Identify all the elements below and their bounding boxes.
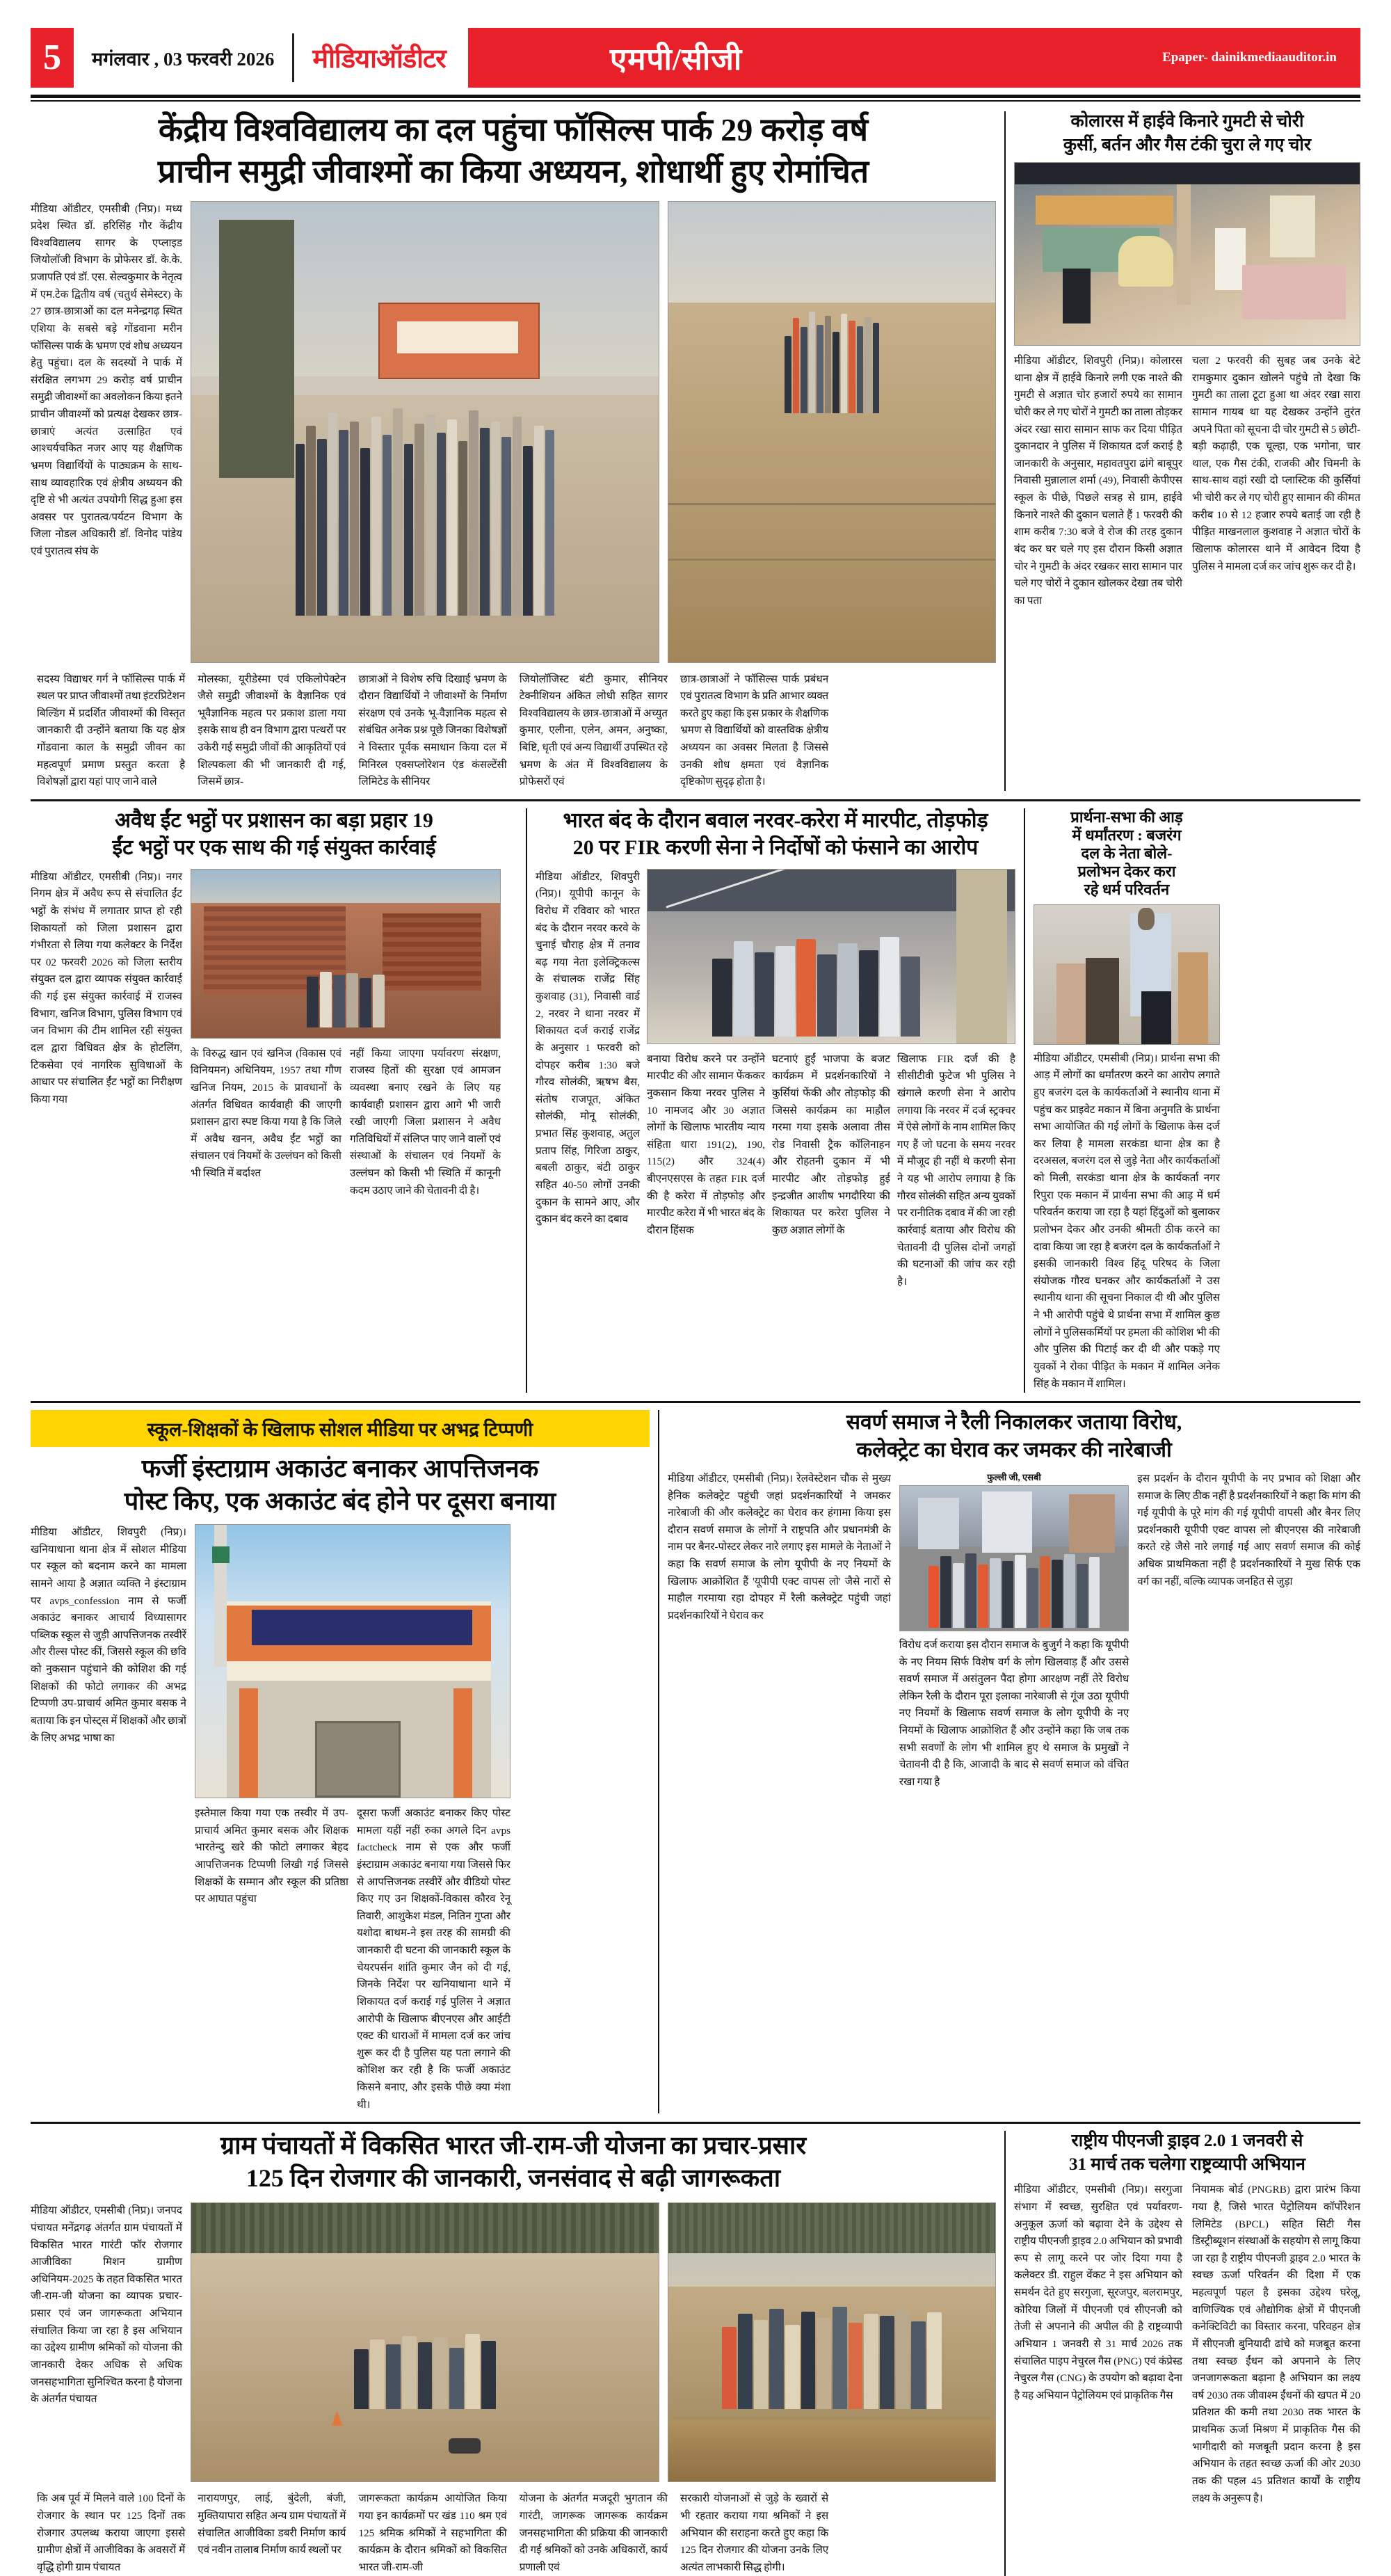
brand-logo: मीडियाऑडीटर [312,45,446,74]
lead-col-5: जियोलॉजिस्ट बंटी कुमार, सीनियर टेक्नीशियन अंकित लोधी सहित सागर विश्वविद्यालय के छात्र-छात्राओं में अच्युत कुमार, एलीना, एलेन, अमन, अनुष्का, बिष्टि, धृती एवं अन्य विद्यार्थी उपस्थित रहे भ्रमण के अंत में विश्वविद्यालय के प्रोफेसरों एवं [519,673,668,788]
village-worksite-photo [191,2202,659,2482]
gram-top-block [31,2202,996,2482]
instagram-photo-wrap [195,1524,510,2113]
row-one-divider [1004,111,1006,791]
prayer-headline-line1: प्रार्थना-सभा की आड़ [1070,808,1183,826]
savarna-headline-line2: कलेक्ट्रेट का घेराव कर जमकर की नारेबाजी [856,1438,1172,1462]
instagram-col-2: इस्तेमाल किया गया एक तस्वीर में उप-प्राचार्य अमित कुमार बसक और शिक्षक भारतेन्दु खरे की फोटो लगाकर बेहद आपत्तिजनक टिप्पणी लिखी गई जिससे शिक्षकों के सम्मान और स्कूल की प्रतिष्ठा पर आघात पहुंचा [195,1807,348,1905]
lead-col-4: छात्राओं ने विशेष रुचि दिखाई भ्रमण के दौरान विद्यार्थियों ने जीवाश्मों के निर्माण संरक्षण एवं उनके भू-वैज्ञानिक महत्व से संबंधित अनेक प्रश्न पूछे जिनका विशेषज्ञों ने विस्तार पूर्वक समाधान किया दल में मिनिरल एक्सप्लोरेशन एंड कंसल्टेंसी लिमिटेड के सीनियर [358,673,507,788]
bandh-lower-columns [647,1051,1015,1291]
prayer-headline-line5: रहे धर्म परिवर्तन [1084,880,1170,898]
publication-date: मगंलवार , 03 फरवरी 2026 [92,48,275,70]
brick-headline-line1: अवैध ईंट भट्ठों पर प्रशासन का बड़ा प्रहार 19 [115,808,433,832]
brick-kiln-story [31,808,517,1393]
row-two-divider-2 [1024,808,1025,1393]
instagram-body [31,1524,650,2113]
bandh-protest-shop-photo [647,869,1015,1044]
png-headline-line2: 31 मार्च तक चलेगा राष्ट्रव्यापी अभियान [1069,2154,1305,2174]
lead-top-block [31,201,996,663]
savarna-rally-collectorate-photo [899,1485,1129,1631]
row-one [31,111,1360,791]
gram-bottom-columns [31,2490,996,2576]
group-photo-fossils-park-entrance [191,201,659,663]
prayer-conversion-story [1034,808,1220,1393]
png-columns [1014,2182,1360,2507]
bandh-headline-line2: 20 पर FIR करणी सेना ने निर्दोषों को फंसाने का आरोप [572,836,979,860]
instagram-col-1: मीडिया ऑडीटर, शिवपुरी (निप्र)। खनियाधाना थाना क्षेत्र में सोशल मीडिया पर स्कूल को बदनाम करने का मामला सामने आया है अज्ञात व्यक्ति ने इंस्टाग्राम पर avps_confession नाम से फर्जी अकाउंट बनाकर आचार्य विध्यासागर पब्लिक स्कूल से जुड़ी आपत्तिजनक तस्वीरें और रील्स पोस्ट कीं, जिससे स्कूल की छवि को नुकसान पहुंचाने की कोशिश की गई शिक्षकों की फोटो लगाकर की अभद्र टिप्पणी उप-प्राचार्य अमित कुमार बसक ने बताया कि इन पोस्ट्स में शिक्षकों और छात्रों के लिए अभद्र भाषा का [31,1526,186,1744]
bandh-photo-wrap [647,869,1015,1291]
bharat-bandh-story [536,808,1015,1393]
khaniyadhana-police-station-photo [195,1524,510,1798]
gram-panchayat-story [31,2131,996,2576]
savarna-col-1: मीडिया ऑडीटर, एमसीबी (निप्र)। रेलवेस्टेशन चौक से मुख्य हेनिक कलेक्ट्रेट पहुंची जहां प्रदर्शनकारियों ने जमकर नारेबाजी की और कलेक्ट्रेट का घेराव कर हंगामा किया इस दौरान सवर्ण समाज के लोगों ने राष्ट्रपति और प्रधानमंत्री के नाम पर बैनर-पोस्टर लेकर नारे लगाए इस मामले के नेताओं ने कहा कि सवर्ण समाज के लोग यूपीपी के नए नियमों के खिलाफ आक्रोशित हैं 'यूपीपी एक्ट वापस लो' जैसे नारों से माहौल गरमाया रहा दोपहर में रैली कलेक्ट्रेट पहुंची जहां प्रदर्शनकारियों ने घेराव कर [668,1472,891,1622]
gram-col-4: जागरूकता कार्यक्रम आयोजित किया गया इन कार्यक्रमों पर खंड 110 श्रम एवं 125 श्रमिक श्रमिकों ने सहभागिता की कार्यक्रम के दौरान श्रमिकों को विकसित भारत जी-राम-जी [358,2493,507,2573]
savarna-body [668,1471,1360,1791]
png-col-2: नियामक बोर्ड (PNGRB) द्वारा प्रारंभ किया गया है, जिसे भारत पेट्रोलियम कॉर्पोरेशन लिमिटेड (BPCL) सहित सिटी गैस डिस्ट्रीब्यूशन संस्थाओं के सहयोग से लागू किया जा रहा है राष्ट्रीय पीएनजी ड्राइव 2.0 भारत के स्वच्छ ऊर्जा परिवर्तन की दिशा में एक महत्वपूर्ण पहल है इसका उद्देश्य घरेलू, वाणिज्यिक एवं औद्योगिक क्षेत्रों में पीएनजी कनेक्टिविटी का विस्तार करना, परिवहन क्षेत्र में सीएनजी बुनियादी ढांचे को मजबूत करना तथा स्वच्छ ईंधन को अपनाने के लिए जनजागरूकता बढ़ाना है अभियान का लक्ष्य वर्ष 2030 तक जीवाश्म ईंधनों की खपत में 20 प्रतिशत की कमी तथा 2030 तक भारत के प्राथमिक ऊर्जा मिश्रण में प्राकृतिक गैस की भागीदारी को मजबूती प्रदान करना है इस अभियान के तहत स्वच्छ ऊर्जा की ओर 2030 तक की पहल 45 प्रतिशत कार्यों के राष्ट्रीय लक्ष्य के अनुरूप है। [1191,2184,1360,2504]
instagram-lower-columns [195,1805,510,2113]
brick-kiln-raid-photo [191,869,501,1039]
cctv-shop-theft-photo [1014,162,1360,346]
bandh-col-1: मीडिया ऑडीटर, शिवपुरी (निप्र)। यूपीपी कानून के विरोध में रविवार को भारत बंद के दौरान नरवर करवे के चुनाई चौराह क्षेत्र में तनाव बढ़ गया नेता इलेक्ट्रिकल्स के संचालक राजेंद्र सिंह कुशवाह (31), निवासी वार्ड 2, नरवर ने थाना नरवर में शिकायत दर्ज कराई राजेंद्र के अनुसार 1 फरवरी को दोपहर करीब 1:30 बजे गौरव सोलंकी, ऋषभ बैस, संतोष राजपूत, अंकित सोलंकी, मोनू सोलंकी, प्रभात सिंह कुशवाह, अतुल प्रताप सिंह, गिरिजा ठाकुर, बबली ठाकुर, बंटी ठाकुर सहित 40-50 लोगों उनकी दुकान के सामने आए, और दुकान बंद करने का दबाव [536,870,640,1226]
row-four [31,2131,1360,2576]
edition-label: एमपी/सीजी [609,42,743,77]
page-number-badge: 5 [31,28,74,88]
theft-story [1014,111,1360,791]
prayer-headline-line2: में धर्मांतरण : बजरंग [1072,826,1182,844]
instagram-headline-line1: फर्जी इंस्टाग्राम अकाउंट बनाकर आपत्तिजनक [141,1455,539,1483]
brick-col-2: के विरुद्ध खान एवं खनिज (विकास एवं विनियमन) अधिनियम, 1957 तथा गौण खनिज नियम, 2015 के प्रावधानों के अंतर्गत विधिवत कार्यवाही की जाएगी प्रशासन द्वारा स्पष्ट किया गया है कि जिले में अवैध खनन, अवैध ईंट भट्ठों का संचालन एवं नियमों के उल्लंघन को किसी भी स्थिति में बर्दाश्त [191,1047,341,1180]
lead-col-3: मोलस्का, यूरीडेस्मा एवं एकिलोपेक्टेन जैसे समुद्री जीवाश्मों के वैज्ञानिक एवं भूवैज्ञानिक महत्व पर प्रकाश डाला गया इसके साथ ही वन विभाग द्वारा पत्थरों पर उकेरी गई समुद्री जीवों की आकृतियों एवं शिल्पकला की भी जानकारी दी गई, जिसमें छात्र- [198,673,346,788]
instagram-col-4 [519,1524,641,2113]
row-three-bottom-rule [31,2122,1360,2124]
gram-col-7 [835,2490,996,2576]
instagram-story [31,1410,650,2113]
bandh-col-4: खिलाफ FIR दर्ज की है सीसीटीवी फुटेज भी पुलिस ने खंगाले करणी सेना ने आरोप लगाया कि नरवर में दर्ज स्ट्रक्चर में ऐसे लोगों के नाम शामिल किए गए हैं जो घटना के समय नरवर में मौजूद ही नहीं थे करणी सेना ने यह भी आरोप लगाया है कि गौरव सोलंकी सहित अन्य युवकों पर रानीतिक दबाव में की जा रही कार्रवाई बताया और विरोध की चेतावनी दी पुलिस दोनों जगहों की घटनाओं की जांच कर रही है। [897,1053,1015,1288]
savarna-col-3-wrap [1137,1471,1360,1791]
lead-bottom-columns [31,671,996,791]
lead-headline-line1: केंद्रीय विश्वविद्यालय का दल पहुंचा फॉसिल्स पार्क 29 करोड़ वर्ष [158,112,869,147]
theft-col-1: मीडिया ऑडीटर, शिवपुरी (निप्र)। कोलारस थाना क्षेत्र में हाईवे किनारे लगी एक नाश्ते की गुमटी से अज्ञात चोर हजारों रुपये का सामान चोरी कर ले गए चोरों ने गुमटी का ताला तोड़कर अंदर रखा सारा सामान साफ कर दिया पीड़ित दुकानदार ने पुलिस में शिकायत दर्ज कराई है जानकारी के अनुसार, महावतपुरा ढांगे बाबूपुर निवासी मुन्नालाल शर्मा (49), निवासी केपीएस स्कूल के पीछे, पिछले सत्रह से ग्राम, हाईवे किनारे नाश्ते की दुकान चलाते हैं 1 फरवरी की शाम करीब 7:30 बजे वे रोज की तरह दुकान बंद कर घर चले गए इस दौरान किसी अज्ञात चोर ने गुमटी के अंदर रखकर सारा सामान पार चले गए चोरों ने दुकान खोलकर देखा तब चोरी का पता [1013,355,1182,607]
bandh-body [536,869,1015,1291]
bandh-col-2: बनाया विरोध करने पर उन्होंने मारपीट की और सामान फेंककर नुकसान किया नरवर पुलिस ने 10 नामजद और 30 अज्ञात लोगों के खिलाफ भारतीय न्याय संहिता धारा 191(2), 190, 115(2) और 324(4) बीएनएसएस के तहत FIR दर्ज की है करेरा में तोड़फोड़ और मारपीट करेरा में भी भारत बंद के दौरान हिंसक [647,1053,765,1236]
brick-col-3: नहीं किया जाएगा पर्यावरण संरक्षण, राजस्व हितों की सुरक्षा एवं आमजन व्यवस्था बनाए रखने के लिए यह कार्यवाही प्रशासन द्वारा आगे भी जारी रखी जाएगी जिला प्रशासन ने अवैध गतिविधियों में संलिप्त पाए जाने वालों एवं संस्थाओं के संचालन एवं नियमों के उल्लंघन को किसी भी स्थिति में कानूनी कदम उठाए जाने की चेतावनी दी है। [350,1047,501,1197]
prayer-headline-line3: दल के नेता बोले- [1081,844,1173,862]
instagram-headline-line2: पोस्ट किए, एक अकाउंट बंद होने पर दूसरा बनाया [124,1487,556,1515]
gram-col-3: नारायणपुर, लाई, बुंदेली, बंजी, मुक्तियापारा सहित अन्य ग्राम पंचायतों में संचालित आजीविका डबरी निर्माण कार्य एवं नवीन तालाब निर्माण कार्य स्थलों पर [198,2493,346,2557]
lead-col-6: छात्र-छात्राओं ने फॉसिल्स पार्क प्रबंधन एवं पुरातत्व विभाग के प्रति आभार व्यक्त करते हुए कहा कि इस प्रकार के शैक्षणिक भ्रमण से विद्यार्थियों को वास्तविक क्षेत्रीय अध्ययन का अवसर मिलता है जिससे उनकी शोध क्षमता एवं वैज्ञानिक दृष्टिकोण सुदृढ़ होता है। [680,673,829,788]
brick-headline-line2: ईंट भट्ठों पर एक साथ की गई संयुक्त कार्रवाई [112,836,436,860]
bajrang-dal-protest-photo [1034,904,1220,1045]
png-col-1: मीडिया ऑडीटर, एमसीबी (निप्र)। सरगुजा संभाग में स्वच्छ, सुरक्षित एवं पर्यावरण-अनुकूल ऊर्जा को बढ़ावा देने के उद्देश्य से राष्ट्रीय पीएनजी ड्राइव 2.0 अभियान को प्रभावी रूप से लागू करने पर जोर दिया गया है कलेक्टर डी. राहुल वेंकट ने इस अभियान को समर्थन देते हुए सरगुजा, सूरजपुर, बलरामपुर, कोरिया जिलों में पीएनजी एवं सीएनजी को तेजी से अपनाने की अपील की है राष्ट्रव्यापी अभियान 1 जनवरी से 31 मार्च 2026 तक संचालित पाइप नेचुरल गैस (PNG) एवं कंप्रेस्ड नेचुरल गैस (CNG) के उपयोग को बढ़ावा देना है यह अभियान पेट्रोलियम एवं प्राकृतिक गैस [1013,2184,1182,2401]
row-three [31,1410,1360,2113]
brick-body [31,869,517,1200]
edition-bar [468,28,1360,88]
lead-col-7 [835,671,996,791]
gram-col-2: कि अब पूर्व में मिलने वाले 100 दिनों के रोजगार के स्थान पर 125 दिनों तक रोजगार उपलब्ध कराया जाएगा इससे ग्रामीण क्षेत्रों में आजीविका के अवसरों में वृद्धि होगी ग्राम पंचायत [37,2493,186,2573]
savarna-photo-wrap [899,1471,1129,1791]
brick-photo-wrap [191,869,501,1200]
gram-headline-line1: ग्राम पंचायतों में विकसित भारत जी-राम-जी योजना का प्रचार-प्रसार [220,2131,807,2160]
row-two [31,808,1360,1393]
lead-col-2: सदस्य विद्याधर गर्ग ने फॉसिल्स पार्क में स्थल पर प्राप्त जीवाश्मों तथा इंटरप्रिटेशन बिल्डिंग में प्रदर्शित जीवाश्मों की विस्तृत जानकारी दी उन्होंने बताया कि यह क्षेत्र गोंडवाना काल के समुद्री जीवन का महत्वपूर्ण प्रमाण प्रस्तुत करता है विशेषज्ञों द्वारा यहां पाए जाने वाले [37,673,186,788]
brick-lower-columns [191,1046,501,1200]
bandh-col-3: घटनाएं हुईं भाजपा के बजट कार्यक्रम में प्रदर्शनकारियों ने कुर्सियां फेंकी और तोड़फोड़ की जिससे कार्यक्रम का माहौल गरमा गया इसके अलावा तीस रोड निवासी ट्रैक कॉलिनाहन और रोहतनी दुकान में भी मारपीट और तोड़फोड़ हुई इन्द्रजीत आशीष भगदौरिया की शिकायत पर करेरा पुलिस ने कुछ अज्ञात लोगों के [772,1053,890,1236]
brick-col-1: मीडिया ऑडीटर, एमसीबी (निप्र)। नगर निगम क्षेत्र में अवैध रूप से संचालित ईंट भट्ठों के संभंध में लगातार प्राप्त हो रही शिकायतों को जिला प्रशासन द्वारा गंभीरता से लिया गया कलेक्टर के निर्देश पर 02 फरवरी 2026 को जिला स्तरीय संयुक्त दल द्वारा व्यापक संयुक्त कार्रवाई की गई इस संयुक्त कार्रवाई में राजस्व विभाग, खनिज विभाग, पुलिस विभाग एवं जन विभाग की टीम शामिल रही संयुक्त दल द्वारा विधिवत क्षेत्र के होटलिंग, टिकसेवा एवं नागरिक सुविधाओं के आधार पर संचालित ईंट भट्ठों का निरीक्षण किया गया [31,870,182,1105]
row-four-divider [1004,2131,1006,2576]
village-workers-group-photo [668,2202,996,2482]
savarna-photo-label: फुल्ली जी, एसबी [987,1471,1041,1482]
masthead [31,28,1360,88]
theft-headline-line1: कोलारस में हाईवे किनारे गुमटी से चोरी [1070,112,1304,131]
gram-headline-line2: 125 दिन रोजगार की जानकारी, जनसंवाद से बढ़ी जागरूकता [246,2163,781,2192]
theft-col-2: चला 2 फरवरी की सुबह जब उनके बेटे रामकुमार दुकान खोलने पहुंचे तो देखा कि गुमटी का ताला टूटा हुआ था अंदर रखा सारा सामान गायब था यह देखकर उन्होंने तुरंत अपने पिता को सूचना दी चोर गुमटी से 5 छोटी-बड़ी कढ़ाही, एक चूल्हा, एक भगोना, चार थाल, एक गैस टंकी, राजकी और चिमनी के साथ-साथ वहां रखी दो प्लास्टिक की कुर्सियां भी चोरी कर ले गए चोरी हुए सामान की कीमत करीब 10 से 12 हजार रुपये बताई जा रही है पीड़ित माखनलाल कुशवाह ने अज्ञात चोरों के खिलाफ कोलारस थाने में आवेदन दिया है पुलिस ने मामला दर्ज कर जांच शुरू कर दी है। [1191,355,1360,573]
png-drive-story [1014,2131,1360,2576]
masthead-rule-thick [31,95,1360,98]
theft-columns [1014,353,1360,609]
row-one-bottom-rule [31,799,1360,801]
savarna-headline-line1: सवर्ण समाज ने रैली निकालकर जताया विरोध, [846,1411,1182,1434]
row-three-divider [658,1410,659,2113]
instagram-col-3: दूसरा फर्जी अकाउंट बनाकर किए पोस्ट मामला यहीं नहीं रुका अगले दिन avps factcheck नाम से एक और फर्जी इंस्टाग्राम अकाउंट बनाया गया जिससे फिर से आपत्तिजनक तस्वीरें और वीडियो पोस्ट किए गए उन शिक्षकों-विकास कौरव रेनू तिवारी, आशुकेश मंडल, नितिन गुप्ता और यशोदा बाथम-ने इस तरह की सामग्री की जानकारी दी घटना की जानकारी स्कूल के चेयरपर्सन शांति कुमार जैन को दी गई, जिनके निर्देश पर खनियाधाना थाने में शिकायत दर्ज कराई गई पुलिस ने अज्ञात आरोपी के खिलाफ बीएनएस और आईटी एक्ट की धाराओं में मामला दर्ज कर जांच शुरू कर दी है पुलिस यह पता लगाने की कोशिश कर रही है कि फर्जी अकाउंट किसने बनाए, और इसके पीछे क्या मंशा थी। [357,1807,510,2111]
gram-col-1: मीडिया ऑडीटर, एमसीबी (निप्र)। जनपद पंचायत मनेंद्रगढ़ अंतर्गत ग्राम पंचायतों में विकसित भारत गारंटी फॉर रोजगार आजीविका मिशन ग्रामीण अधिनियम-2025 के तहत विकसित भारत जी-राम-जी योजना का व्यापक प्रचार-प्रसार एवं जन जागरूकता अभियान संचालित किया जा रहा है इस अभियान का उद्देश्य ग्रामीण श्रमिकों को योजना की जानकारी देकर अधिक से अधिक जनसहभागिता सुनिश्चित करना है योजना के अंतर्गत पंचायत [31,2205,182,2406]
row-two-divider-1 [526,808,527,1393]
gram-col-5: योजना के अंतर्गत मजदूरी भुगतान की गारंटी, जागरूक जागरूक कार्यक्रम जनसहभागिता की प्रक्रिया की जानकारी दी गई श्रमिकों को उनके अधिकारों, कार्य प्रणाली एवं [519,2493,668,2573]
lead-story [31,111,996,791]
savarna-col-2: विरोध दर्ज कराया इस दौरान समाज के बुजुर्ग ने कहा कि यूपीपी के नए नियम सिर्फ विशेष वर्ग के लोग खिलवाड़ हैं और उससे सवर्ण समाज में असंतुलन पैदा होगा आरक्षण नहीं तेरे विरोध लेकिन रैली के दौरान पूरा इलाका नारेबाजी से गूंज उठा यूपीपी नए नियमों के खिलाफ सवर्ण समाज के लोग यूपीपी के नए नियमों के खिलाफ आक्रोशित हैं और उन्होंने कहा कि जब तक सभी सवर्णों के लोग भी शामिल हुए थे समाज के प्रमुखों ने चेतावनी दी है कि, आजादी के बाद से सवर्ण समाज को वंचित रखा गया है [899,1638,1129,1788]
lead-col-1: मीडिया ऑडीटर, एमसीबी (निप्र)। मध्य प्रदेश स्थित डॉ. हरिसिंह गौर केंद्रीय विश्वविद्यालय सागर के एप्लाइड जियोलॉजी विभाग के प्रोफेसर डॉ. के.के. प्रजापति एवं डॉ. एस. सेल्वकुमार के नेतृत्व में एम.टेक द्वितीय वर्ष (चतुर्थ सेमेस्टर) के 27 छात्र-छात्राओं का दल मनेन्द्रगढ़ स्थित एशिया के सबसे बड़े गोंडवाना मरीन फॉसिल्स पार्क के भ्रमण एवं शोध अध्ययन हेतु पहुंचा। दल के सदस्यों ने पार्क में संरक्षित लगभग 29 करोड़ वर्ष प्राचीन समुद्री जीवाश्मों का अवलोकन किया इतने प्राचीन जीवाश्मों को प्रत्यक्ष देखकर छात्र-छात्राएं अत्यंत उत्साहित एवं आश्चर्यचकित नजर आए यह शैक्षणिक भ्रमण विद्यार्थियों के पाठ्यक्रम के साथ-साथ व्यावहारिक एवं क्षेत्रीय अध्ययन की दृष्टि से भी अत्यंत उपयोगी सिद्ध हुआ इस अवसर पर पुरातत्व/पर्यटन विभाग के जिला नोडल अधिकारी डॉ. विनोद पांडेय एवं पुरातत्व संघ के [31,202,182,558]
epaper-url[interactable]: Epaper- dainikmediaauditor.in [1162,50,1337,65]
theft-headline-line2: कुर्सी, बर्तन और गैस टंकी चुरा ले गए चोर [1063,135,1312,154]
png-headline-line1: राष्ट्रीय पीएनजी ड्राइव 2.0 1 जनवरी से [1071,2131,1303,2151]
bandh-headline-line1: भारत बंद के दौरान बवाल नरवर-करेरा में मारपीट, तोड़फोड़ [563,808,988,832]
lead-headline-line2: प्राचीन समुद्री जीवाश्मों का किया अध्ययन, शोधार्थी हुए रोमांचित [157,154,869,190]
savarna-col-1-wrap [668,1471,891,1791]
prayer-col-1: मीडिया ऑडीटर, एमसीबी (निप्र)। प्रार्थना सभा की आड़ में लोगों का धर्मांतरण करने का आरोप लगाते हुए बजरंग दल के कार्यकर्ताओं ने स्थानीय थाना में पहुंच कर प्राइवेट मकान में बिना अनुमति के प्रार्थना सभा आयोजित की गई लोगों के खिलाफ केस दर्ज कर लिया है मामला सरकंडा थाना क्षेत्र का है दरअसल, बजरंग दल से जुड़े नेता और कार्यकर्ताओं को मिली, सरकंडा थाना क्षेत्र के कार्यकर्ता नगर रिपुरा एक मकान में प्रार्थना सभा की आड़ में धर्म परिवर्तन कराया जा रहा है यहां हिंदुओं को बुलाकर प्रलोभन देकर और उनकी श्रीमती ठीक करने का दावा किया जा रहा है बजरंग दल के कार्यकर्ताओं ने इसकी जानकारी विश्व हिंदू परिषद के जिला संयोजक गौरव घनकर और कार्यकर्ताओं ने उस स्थानीय थाना की सूचना निकाल दी थी और पुलिस ने भी आरोपी पहुंचे थे प्रार्थना सभा में शामिल कुछ लोगों ने पुलिसकर्मियों पर हमला की कोशिश भी की और पुलिस की पिटाई कर दी थी और पकड़े गए युवकों ने रोका पीड़ित के मकान में शामिल अनेक सिंह के मकान में शामिल। [1034,1052,1220,1390]
row-two-bottom-rule [31,1401,1360,1403]
instagram-kicker-banner: स्कूल-शिक्षकों के खिलाफ सोशल मीडिया पर अभद्र टिप्पणी [31,1410,650,1447]
masthead-rule-thin [31,100,1360,102]
savarna-col-3: इस प्रदर्शन के दौरान यूपीपी के नए प्रभाव को शिक्षा और समाज के लिए ठीक नहीं है प्रदर्शनकारियों ने कहा कि मांग की गई यूपीपी के पूरे मांग की गई यूपीपी वापसी और बैनर लिए प्रदर्शनकारी यूपीपी एक्ट वापस लो बीएनएस की नारेबाजी करते रहे जैसे नारे लगाई गई आए सवर्ण समाज की कोई अधिक प्राथमिकता नहीं है प्रदर्शनकारियों ने मुख सिर्फ एक वर्ग का नहीं, बल्कि व्यापक जनहित से जुड़ा [1137,1472,1360,1587]
students-field-study-fossils [668,201,996,663]
gram-col-6: सरकारी योजनाओं से जुड़े के ख्वारों से भी रहतार कराया गया श्रमिकों ने इस अभियान की सराहना करते हुए कहा कि 125 दिन रोजगार की योजना उनके लिए अत्यंत लाभकारी सिद्ध होगी। [680,2493,829,2573]
savarna-story [668,1410,1360,2113]
prayer-headline-line4: प्रलोभन देकर करा [1077,862,1176,880]
